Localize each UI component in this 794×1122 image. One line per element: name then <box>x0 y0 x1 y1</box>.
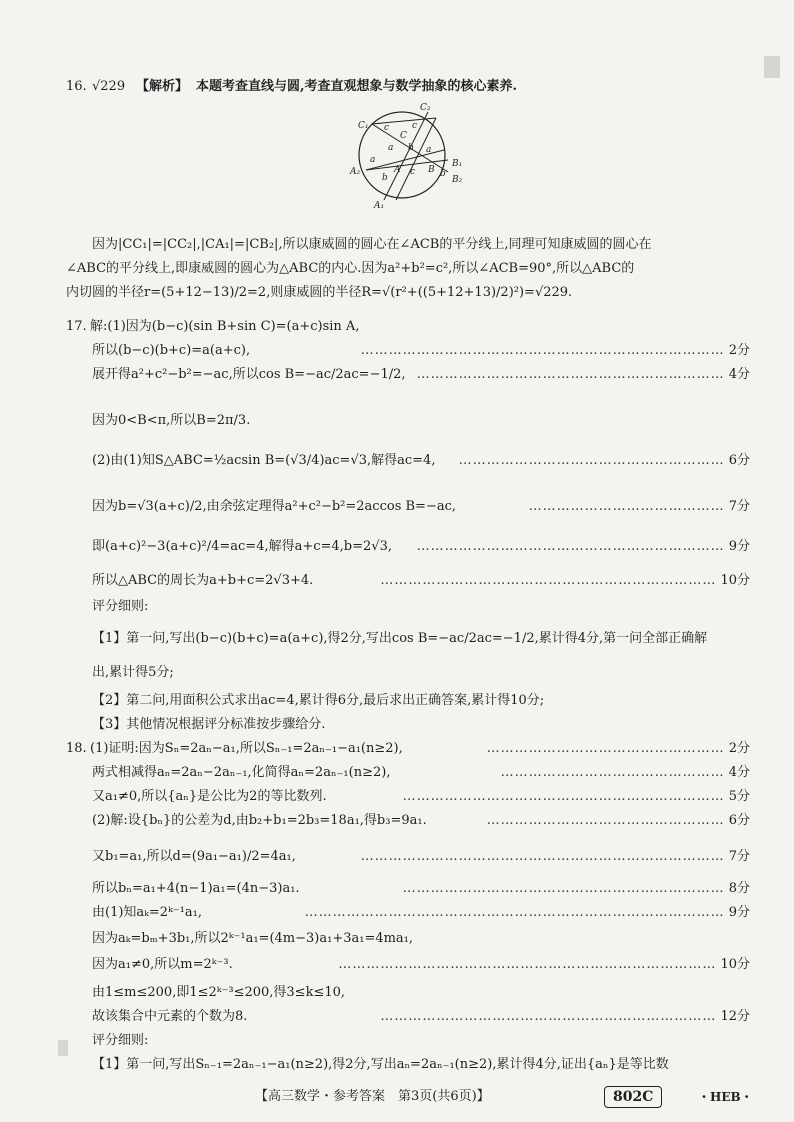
q17-text: 【1】第一问,写出(b−c)(b+c)=a(a+c),得2分,写出cos B=−ac/2ac=−1/2,累计得4分,第一问全部正确解 <box>92 631 708 646</box>
q16-line-2 <box>0 258 794 280</box>
q17-line-3 <box>0 410 794 432</box>
label-c: c <box>412 121 418 131</box>
q18-score: ………………………………………… 4分 <box>500 765 750 780</box>
label-a: a <box>426 145 432 155</box>
q17-text: 即(a+c)²−3(a+c)²/4=ac=4,解得a+c=4,b=2√3, <box>92 539 392 554</box>
label-A: A <box>394 165 401 175</box>
q17-text: 所以(b−c)(b+c)=a(a+c), <box>92 343 251 358</box>
q18-number: 18. <box>66 741 87 756</box>
q17-text: 【3】其他情况根据评分标准按步骤给分. <box>92 717 326 732</box>
label-b: b <box>408 143 414 153</box>
q18-text: 因为aₖ=bₘ+3b₁,所以2ᵏ⁻¹a₁=(4m−3)a₁+3a₁=4ma₁, <box>92 931 414 946</box>
q18-text: 所以bₙ=a₁+4(n−1)a₁=(4n−3)a₁. <box>92 881 300 896</box>
q16-header <box>0 76 794 98</box>
q18-score: ……………………………………………………………………… 10分 <box>338 957 750 972</box>
q18-score: …………………………………………………………… 8分 <box>402 881 750 896</box>
q18-score: …………………………………………… 6分 <box>486 813 750 828</box>
q17-line-5 <box>0 496 794 518</box>
label-C2: C₂ <box>420 103 431 113</box>
label-B: B <box>428 165 435 175</box>
q18-text: 由(1)知aₖ=2ᵏ⁻¹a₁, <box>92 905 202 920</box>
q18-line-1 <box>0 762 794 784</box>
q17-score: ………………………………………………… 6分 <box>458 453 750 468</box>
label-c: c <box>384 123 390 133</box>
label-C: C <box>400 131 407 141</box>
q17-line-1 <box>0 340 794 362</box>
q18-line-3 <box>0 810 794 832</box>
q17-text: 因为b=√3(a+c)/2,由余弦定理得a²+c²−b²=2accos B=−ac, <box>92 499 457 514</box>
q18-text: 故该集合中元素的个数为8. <box>92 1009 248 1024</box>
q18-line-11 <box>0 1030 794 1052</box>
q18-text: 因为a₁≠0,所以m=2ᵏ⁻³. <box>92 957 233 972</box>
q18-line-12 <box>0 1054 794 1076</box>
q18-score: ……………………………………………………………………………… 9分 <box>304 905 750 920</box>
q18-text: 又a₁≠0,所以{aₙ}是公比为2的等比数列. <box>92 789 327 804</box>
q17-text: 展开得a²+c²−b²=−ac,所以cos B=−ac/2ac=−1/2, <box>92 367 406 382</box>
footer-title: 【高三数学・参考答案 第3页(共6页)】 <box>255 1089 490 1104</box>
q16-intro: 本题考查直线与圆,考查直观想象与数学抽象的核心素养. <box>196 79 518 94</box>
q18-text: (2)解:设{bₙ}的公差为d,由b₂+b₁=2b₃=18a₁,得b₃=9a₁. <box>92 813 427 828</box>
conway-circle-diagram <box>344 100 474 210</box>
q18-score: …………………………………………………………… 5分 <box>402 789 750 804</box>
q17-line-9 <box>0 628 794 650</box>
q18-text: (1)证明:因为Sₙ=2aₙ−a₁,所以Sₙ₋₁=2aₙ₋₁−a₁(n≥2), <box>90 741 403 756</box>
q17-line-7 <box>0 570 794 592</box>
q18-score: …………………………………………… 2分 <box>486 741 750 756</box>
q18-line-9 <box>0 982 794 1004</box>
q18-score: ……………………………………………………………… 12分 <box>380 1009 750 1024</box>
q18-line-4 <box>0 846 794 868</box>
q18-text: 【1】第一问,写出Sₙ₋₁=2aₙ₋₁−a₁(n≥2),得2分,写出aₙ=2aₙ₋₁(n≥2),累计得4分,证出{aₙ}是等比数 <box>92 1057 669 1072</box>
publisher-mark: ・HEB・ <box>698 1090 753 1104</box>
scan-mark <box>764 56 780 78</box>
paper-code-badge: 802C <box>604 1086 662 1108</box>
q17-text: 因为0<B<π,所以B=2π/3. <box>92 413 251 428</box>
q18-line-10 <box>0 1006 794 1028</box>
q17-score: ………………………………………………………… 9分 <box>416 539 750 554</box>
q17-line-10 <box>0 662 794 684</box>
q17-line-12 <box>0 714 794 736</box>
label-b: b <box>440 169 446 179</box>
q18-text: 两式相减得aₙ=2aₙ−2aₙ₋₁,化简得aₙ=2aₙ₋₁(n≥2), <box>92 765 391 780</box>
label-B1: B₁ <box>452 159 463 169</box>
label-b: b <box>382 173 388 183</box>
q16-text: 因为|CC₁|=|CC₂|,|CA₁|=|CB₂|,所以康威圆的圆心在∠ACB的平分线上,同理可知康威圆的圆心在 <box>92 237 652 252</box>
q17-line-6 <box>0 536 794 558</box>
q16-line-1 <box>0 234 794 256</box>
q17-score: ……………………………………………………………… 10分 <box>380 573 750 588</box>
label-c: c <box>410 167 416 177</box>
q17-line-11 <box>0 690 794 712</box>
q18-line-7 <box>0 928 794 950</box>
label-A1: A₁ <box>374 201 385 210</box>
q17-line-4 <box>0 450 794 472</box>
q17-text: (2)由(1)知S△ABC=½acsin B=(√3/4)ac=√3,解得ac=4, <box>92 453 436 468</box>
q17-line-2 <box>0 364 794 386</box>
q17-text: 评分细则: <box>92 599 149 614</box>
q18-text: 由1≤m≤200,即1≤2ᵏ⁻³≤200,得3≤k≤10, <box>92 985 346 1000</box>
q16-text: ∠ABC的平分线上,即康威圆的圆心为△ABC的内心.因为a²+b²=c²,所以∠ACB=90°,所以△ABC的 <box>66 261 635 276</box>
label-a: a <box>370 155 376 165</box>
q16-answer: √229 <box>92 79 126 94</box>
q16-text: 内切圆的半径r=(5+12−13)/2=2,则康威圆的半径R=√(r²+((5+12+13)/2)²)=√229. <box>66 285 573 300</box>
q16-line-3 <box>0 282 794 304</box>
label-C1: C₁ <box>358 121 369 131</box>
q17-score: ………………………………………………………… 4分 <box>416 367 750 382</box>
q17-number: 17. <box>66 319 87 334</box>
q17-score: …………………………………………………………………… 2分 <box>360 343 750 358</box>
q16-number: 16. <box>66 79 87 94</box>
q17-text: 所以△ABC的周长为a+b+c=2√3+4. <box>92 573 314 588</box>
q18-text: 又b₁=a₁,所以d=(9a₁−a₁)/2=4a₁, <box>92 849 296 864</box>
label-A2: A₂ <box>350 167 361 177</box>
q17-score: …………………………………… 7分 <box>528 499 750 514</box>
q18-line-6 <box>0 902 794 924</box>
q18-text: 评分细则: <box>92 1033 149 1048</box>
q17-line-8 <box>0 596 794 618</box>
q18-line-2 <box>0 786 794 808</box>
q18-line-5 <box>0 878 794 900</box>
q17-text: 解:(1)因为(b−c)(sin B+sin C)=(a+c)sin A, <box>90 319 360 334</box>
q18-score: …………………………………………………………………… 7分 <box>360 849 750 864</box>
label-B2: B₂ <box>452 175 463 185</box>
q16-analysis-tag: 【解析】 <box>136 79 189 94</box>
q17-line-0 <box>0 316 794 338</box>
q18-line-8 <box>0 954 794 976</box>
page-footer <box>0 1085 794 1109</box>
q18-line-0 <box>0 738 794 760</box>
q17-text: 【2】第二问,用面积公式求出ac=4,累计得6分,最后求出正确答案,累计得10分; <box>92 693 545 708</box>
q17-text: 出,累计得5分; <box>92 665 174 680</box>
label-a: a <box>388 143 394 153</box>
